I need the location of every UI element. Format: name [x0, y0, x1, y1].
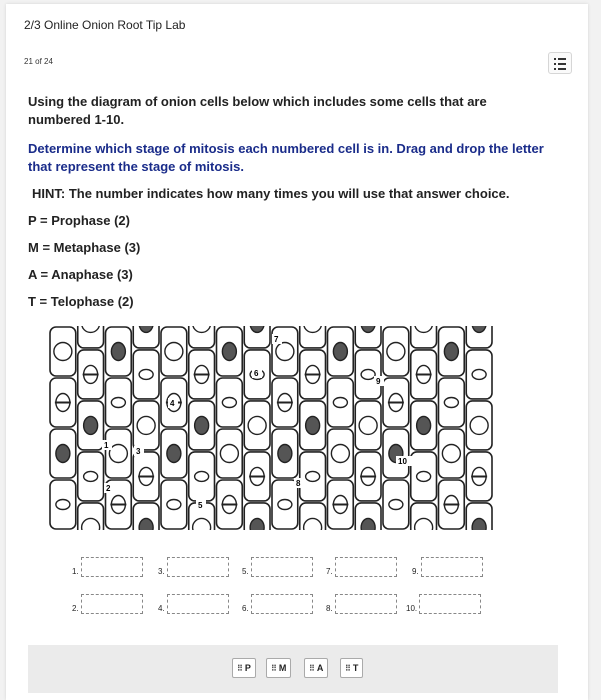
drop-zone-6[interactable] [242, 594, 313, 614]
key-anaphase: A = Anaphase (3) [28, 267, 133, 282]
drop-zone-label: 5. [242, 567, 249, 576]
cell-nucleus [278, 445, 292, 463]
page-title: 2/3 Online Onion Root Tip Lab [24, 18, 186, 32]
answer-chip-label: A [316, 663, 324, 673]
cell-nucleus [222, 343, 236, 361]
question-list-button[interactable] [548, 52, 572, 74]
cell-number-label: 5 [198, 501, 203, 510]
answer-bank [28, 645, 558, 693]
drop-zone-5[interactable] [242, 557, 313, 577]
cell-number-label: 7 [274, 335, 279, 344]
drop-target-box[interactable] [251, 594, 313, 614]
drag-handle-icon: ⠿ [345, 663, 350, 673]
cell-number-label: 4 [170, 399, 175, 408]
key-prophase: P = Prophase (2) [28, 213, 130, 228]
drop-zone-label: 7. [326, 567, 333, 576]
answer-chip-label: M [278, 663, 287, 673]
answer-chip-t[interactable] [340, 658, 363, 678]
progress-counter: 21 of 24 [24, 57, 53, 66]
cell-nucleus [444, 343, 458, 361]
cell-nucleus [167, 445, 181, 463]
drop-target-box[interactable] [251, 557, 313, 577]
drop-zone-9[interactable] [412, 557, 483, 577]
question-intro: Using the diagram of onion cells below which includes some cells that are numbered 1-10. [28, 94, 487, 127]
cell-nucleus [195, 416, 209, 434]
cell-number-label: 3 [136, 447, 141, 456]
drop-zone-2[interactable] [72, 594, 143, 614]
drop-zone-3[interactable] [158, 557, 229, 577]
drop-target-box[interactable] [81, 557, 143, 577]
question-hint: HINT: The number indicates how many times you will use that answer choice. [32, 186, 510, 201]
drop-zone-10[interactable] [406, 594, 481, 614]
answer-chip-label: P [244, 663, 251, 673]
drop-zone-label: 10. [406, 604, 418, 613]
answer-chip-m[interactable] [266, 658, 291, 678]
drop-zone-label: 8. [326, 604, 333, 613]
cell-nucleus [139, 518, 153, 530]
drop-target-box[interactable] [421, 557, 483, 577]
drag-handle-icon: ⠿ [237, 663, 242, 673]
cell-nucleus [472, 518, 486, 530]
drop-zone-label: 4. [158, 604, 165, 613]
drop-zone-4[interactable] [158, 594, 229, 614]
key-telophase: T = Telophase (2) [28, 294, 134, 309]
cell-nucleus [84, 416, 98, 434]
drop-zone-label: 6. [242, 604, 249, 613]
cell-number-label: 2 [106, 484, 111, 493]
drop-zones [28, 545, 558, 645]
cell-number-label: 9 [376, 377, 381, 386]
cell-nucleus [250, 518, 264, 530]
drop-target-box[interactable] [419, 594, 481, 614]
drop-zone-8[interactable] [326, 594, 397, 614]
cell-nucleus [361, 518, 375, 530]
answer-chip-label: T [352, 663, 359, 673]
drop-target-box[interactable] [167, 594, 229, 614]
drop-target-box[interactable] [81, 594, 143, 614]
cell-nucleus [417, 416, 431, 434]
drop-zone-label: 1. [72, 567, 79, 576]
drop-target-box[interactable] [335, 557, 397, 577]
answer-chip-a[interactable] [304, 658, 328, 678]
drop-zone-7[interactable] [326, 557, 397, 577]
cell-number-label: 6 [254, 369, 259, 378]
cell-nucleus [333, 343, 347, 361]
cell-nucleus [56, 445, 70, 463]
cell-nucleus [111, 343, 125, 361]
drop-target-box[interactable] [335, 594, 397, 614]
answer-chip-p[interactable] [232, 658, 256, 678]
drag-handle-icon: ⠿ [271, 663, 276, 673]
onion-cells-diagram [49, 326, 493, 530]
drop-zone-label: 2. [72, 604, 79, 613]
cell-number-label: 8 [296, 479, 301, 488]
cell-number-label: 1 [104, 441, 109, 450]
cell-nucleus [306, 416, 320, 434]
key-metaphase: M = Metaphase (3) [28, 240, 141, 255]
question-instruction: Determine which stage of mitosis each numbered cell is in. Drag and drop the letter that represent the stage of mitosis. [28, 141, 544, 174]
drop-zone-label: 9. [412, 567, 419, 576]
drop-zone-1[interactable] [72, 557, 143, 577]
drag-handle-icon: ⠿ [309, 663, 314, 673]
drop-zone-label: 3. [158, 567, 165, 576]
cell-number-label: 10 [398, 457, 407, 466]
drop-target-box[interactable] [167, 557, 229, 577]
